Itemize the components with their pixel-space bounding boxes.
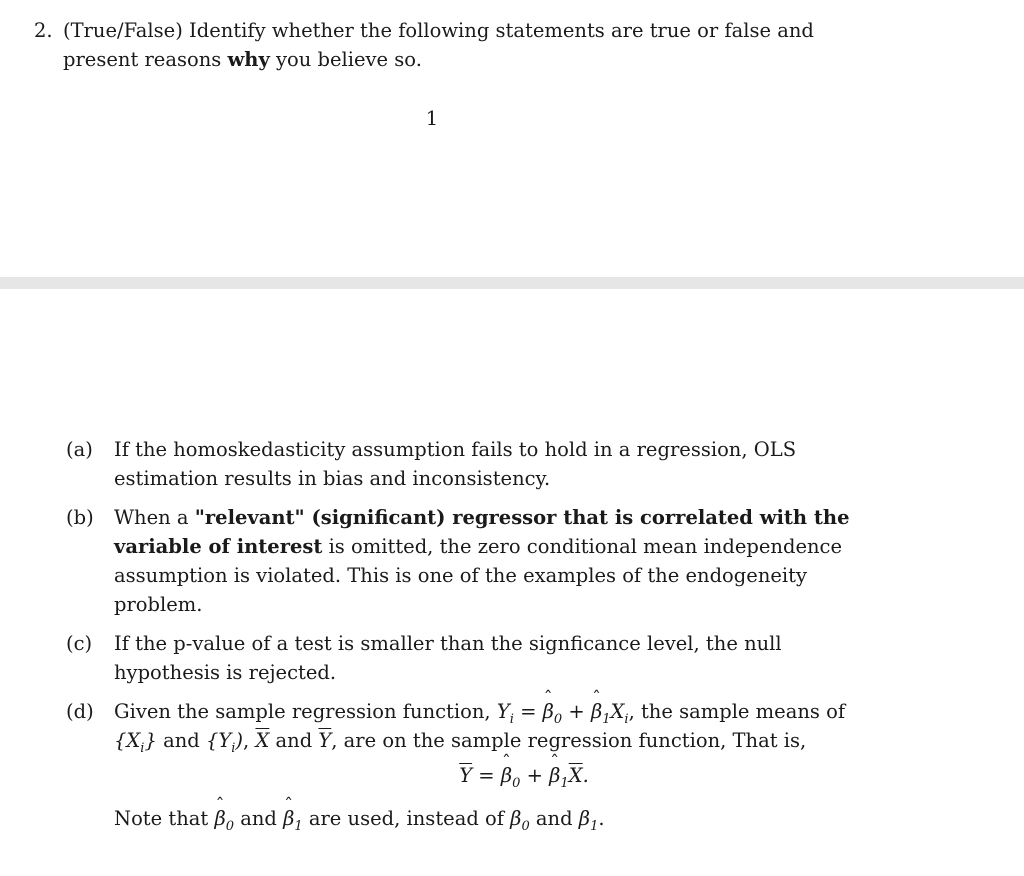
math-beta1: $\beta_1$: [578, 807, 599, 834]
page-divider: [0, 277, 1024, 289]
question-text-end: you believe so.: [269, 48, 422, 71]
statement-text: [114, 697, 864, 755]
question-prompt: [63, 16, 864, 74]
page-bottom: [0, 289, 1024, 876]
statement-c: [66, 629, 864, 687]
text-run: and: [156, 729, 206, 752]
math-y-bar: $\overline{Y}$: [318, 729, 332, 752]
question-line-2: [63, 45, 864, 74]
emphasis-why: why: [227, 48, 270, 71]
bold-run: "relevant" (significant) regressor that is correlated with the variable of interest: [114, 506, 850, 558]
question-line-1: (True/False) Identify whether the following statements are true or false and: [63, 19, 814, 42]
text-run: , are on the sample regression function, That is,: [331, 729, 807, 752]
text-run: , the sample means of: [628, 700, 846, 723]
statement-d: [66, 697, 864, 833]
text-run: are used, instead of: [302, 807, 511, 830]
text-run: and: [234, 807, 284, 830]
math-beta1-hat: ˆ $\beta_1$: [283, 807, 303, 830]
math-x-bar: $\overline{X}$: [255, 729, 270, 752]
statement-a: [66, 435, 864, 493]
math-x-set: $\{X_i\}$: [114, 729, 157, 756]
statement-label: (d): [66, 700, 94, 723]
statement-label: (c): [66, 632, 93, 655]
question-number: 2.: [34, 19, 53, 42]
text-run: Note that: [114, 807, 215, 830]
math-beta0: $\beta_0$: [510, 807, 530, 834]
statement-text: If the p-value of a test is smaller than the signficance level, the null hypothesis is rejected.: [114, 632, 782, 684]
equation-means: $\overline{Y}$ = ˆ $\beta_0$ + ˆ $\beta_1\overline{X}$.: [114, 761, 864, 790]
text-run: Given the sample regression function,: [114, 700, 497, 723]
question-text: present reasons: [63, 48, 228, 71]
math-srf: $Y_i$ = ˆ $\beta_0$ + ˆ $\beta_1X_i$: [497, 700, 629, 723]
page-number: 1: [425, 107, 439, 130]
question-2: [34, 16, 864, 74]
statement-label: (b): [66, 506, 94, 529]
text-run: is omitted, the zero conditional mean independence assumption is violated. This is one of the examples of the endogeneity problem.: [114, 535, 843, 616]
statement-list: [66, 435, 864, 843]
text-run: and: [269, 729, 319, 752]
math-y-set: $\{Y_i)$: [205, 729, 244, 756]
text-run: .: [598, 807, 605, 830]
statement-label: (a): [66, 438, 93, 461]
page-top: [0, 0, 1024, 277]
statement-b: [66, 503, 864, 619]
text-run: ,: [243, 729, 256, 752]
note-text: [114, 804, 864, 833]
text-run: When a: [114, 506, 195, 529]
math-beta0-hat: ˆ $\beta_0$: [214, 807, 234, 830]
statement-text: [114, 503, 864, 619]
text-run: and: [529, 807, 579, 830]
statement-text: If the homoskedasticity assumption fails to hold in a regression, OLS estimation results in bias and inconsistency.: [114, 438, 797, 490]
